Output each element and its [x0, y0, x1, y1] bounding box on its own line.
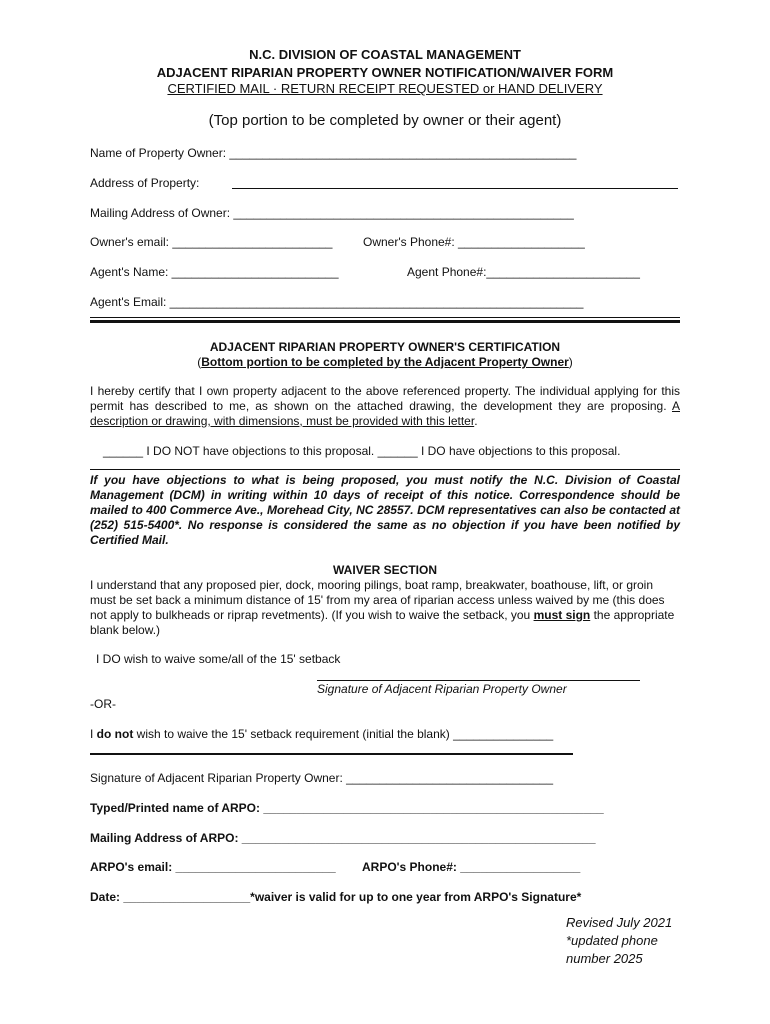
certification-title: ADJACENT RIPARIAN PROPERTY OWNER'S CERTIFICATION — [209, 340, 561, 354]
not-waive-pre: I — [90, 727, 97, 741]
waive-signature-caption: Signature of Adjacent Riparian Property Owner — [317, 682, 567, 696]
owner-mailing-field[interactable]: Mailing Address of Owner: ___________________________________________________ — [90, 206, 574, 220]
waiver-paragraph — [90, 578, 680, 638]
property-address-line[interactable] — [232, 188, 678, 189]
arpo-mailing-field[interactable]: Mailing Address of ARPO: _____________________________________________________ — [90, 831, 596, 845]
revision-line-3: number 2025 — [566, 951, 643, 966]
top-portion-note: (Top portion to be completed by owner or their agent) — [208, 112, 562, 129]
arpo-phone-field[interactable]: ARPO's Phone#: __________________ — [362, 860, 581, 874]
not-waive-post: wish to waive the 15' setback requirement (initial the blank) _______________ — [133, 727, 554, 741]
objection-divider — [90, 469, 680, 470]
owner-email-field[interactable]: Owner's email: ________________________ — [90, 235, 333, 249]
arpo-signature-field[interactable]: Signature of Adjacent Riparian Property Owner: _______________________________ — [90, 771, 554, 785]
revision-line-2: *updated phone — [566, 933, 658, 948]
or-separator: -OR- — [90, 697, 116, 711]
arpo-email-field[interactable]: ARPO's email: ________________________ — [90, 860, 336, 874]
waive-yes-label: I DO wish to waive some/all of the 15' setback — [96, 652, 341, 666]
revision-note — [566, 914, 672, 968]
subtitle-open-paren: ( — [197, 355, 202, 369]
property-address-label: Address of Property: — [90, 176, 200, 190]
objection-choice[interactable]: ______ I DO NOT have objections to this proposal. ______ I DO have objections to this proposal. — [103, 444, 621, 458]
subtitle-close-paren: ) — [568, 355, 573, 369]
certification-paragraph — [90, 384, 680, 429]
must-sign-emphasis: must sign — [533, 608, 591, 622]
objection-notice: If you have objections to what is being proposed, you must notify the N.C. Division of Coastal Management (DCM) in writing within 10 days of receipt of this notice. Correspondence should be mailed to 400 Commerce Ave., Morehead City, NC 28557. DCM representatives can also be contacted at (252) 515-5400*. No response is considered the same as no objection if you have been notified by Certified Mail. — [90, 473, 680, 547]
delivery-method: CERTIFIED MAIL · RETURN RECEIPT REQUESTED or HAND DELIVERY — [167, 81, 603, 96]
not-waive-emphasis: do not — [96, 727, 134, 741]
waive-signature-line[interactable] — [317, 680, 640, 681]
waiver-text-end: the appropriate blank below.) — [90, 608, 675, 637]
drawing-requirement: A description or drawing, with dimensions, must be provided with this letter — [90, 399, 680, 428]
initial-continuation-line[interactable] — [90, 753, 573, 755]
waiver-title: WAIVER SECTION — [332, 563, 437, 577]
agent-email-field[interactable]: Agent's Email: ______________________________________________________________ — [90, 295, 584, 309]
form-title: ADJACENT RIPARIAN PROPERTY OWNER NOTIFICATION/WAIVER FORM — [156, 65, 614, 80]
agent-name-field[interactable]: Agent's Name: _________________________ — [90, 265, 339, 279]
section-divider-top — [90, 317, 680, 318]
agent-phone-field[interactable]: Agent Phone#:_______________________ — [407, 265, 640, 279]
not-waive-field[interactable] — [90, 727, 553, 741]
certification-period: . — [474, 414, 478, 428]
form-agency-title: N.C. DIVISION OF COASTAL MANAGEMENT — [249, 47, 521, 62]
arpo-date-field[interactable]: Date: ___________________*waiver is valid for up to one year from ARPO's Signature* — [90, 890, 582, 904]
owner-phone-field[interactable]: Owner's Phone#: ___________________ — [363, 235, 585, 249]
waiver-text: I understand that any proposed pier, dock, mooring pilings, boat ramp, breakwater, boathouse, lift, or groin must be set back a minimum distance of 15' from my area of riparian access unless waived by me (this does not apply to bulkheads or riprap revetments). (If you wish to waive the setback, you — [90, 578, 665, 622]
owner-name-field[interactable]: Name of Property Owner: ____________________________________________________ — [90, 146, 577, 160]
section-divider-bottom — [90, 320, 680, 323]
arpo-printed-name-field[interactable]: Typed/Printed name of ARPO: ___________________________________________________ — [90, 801, 604, 815]
subtitle-bottom-portion: Bottom portion to be completed by the Adjacent Property Owner — [201, 355, 569, 369]
certification-subtitle — [0, 355, 770, 369]
certification-text: I hereby certify that I own property adjacent to the above referenced property. The individual applying for this permit has described to me, as shown on the attached drawing, the development they are proposing. — [90, 384, 680, 413]
revision-line-1: Revised July 2021 — [566, 915, 673, 930]
